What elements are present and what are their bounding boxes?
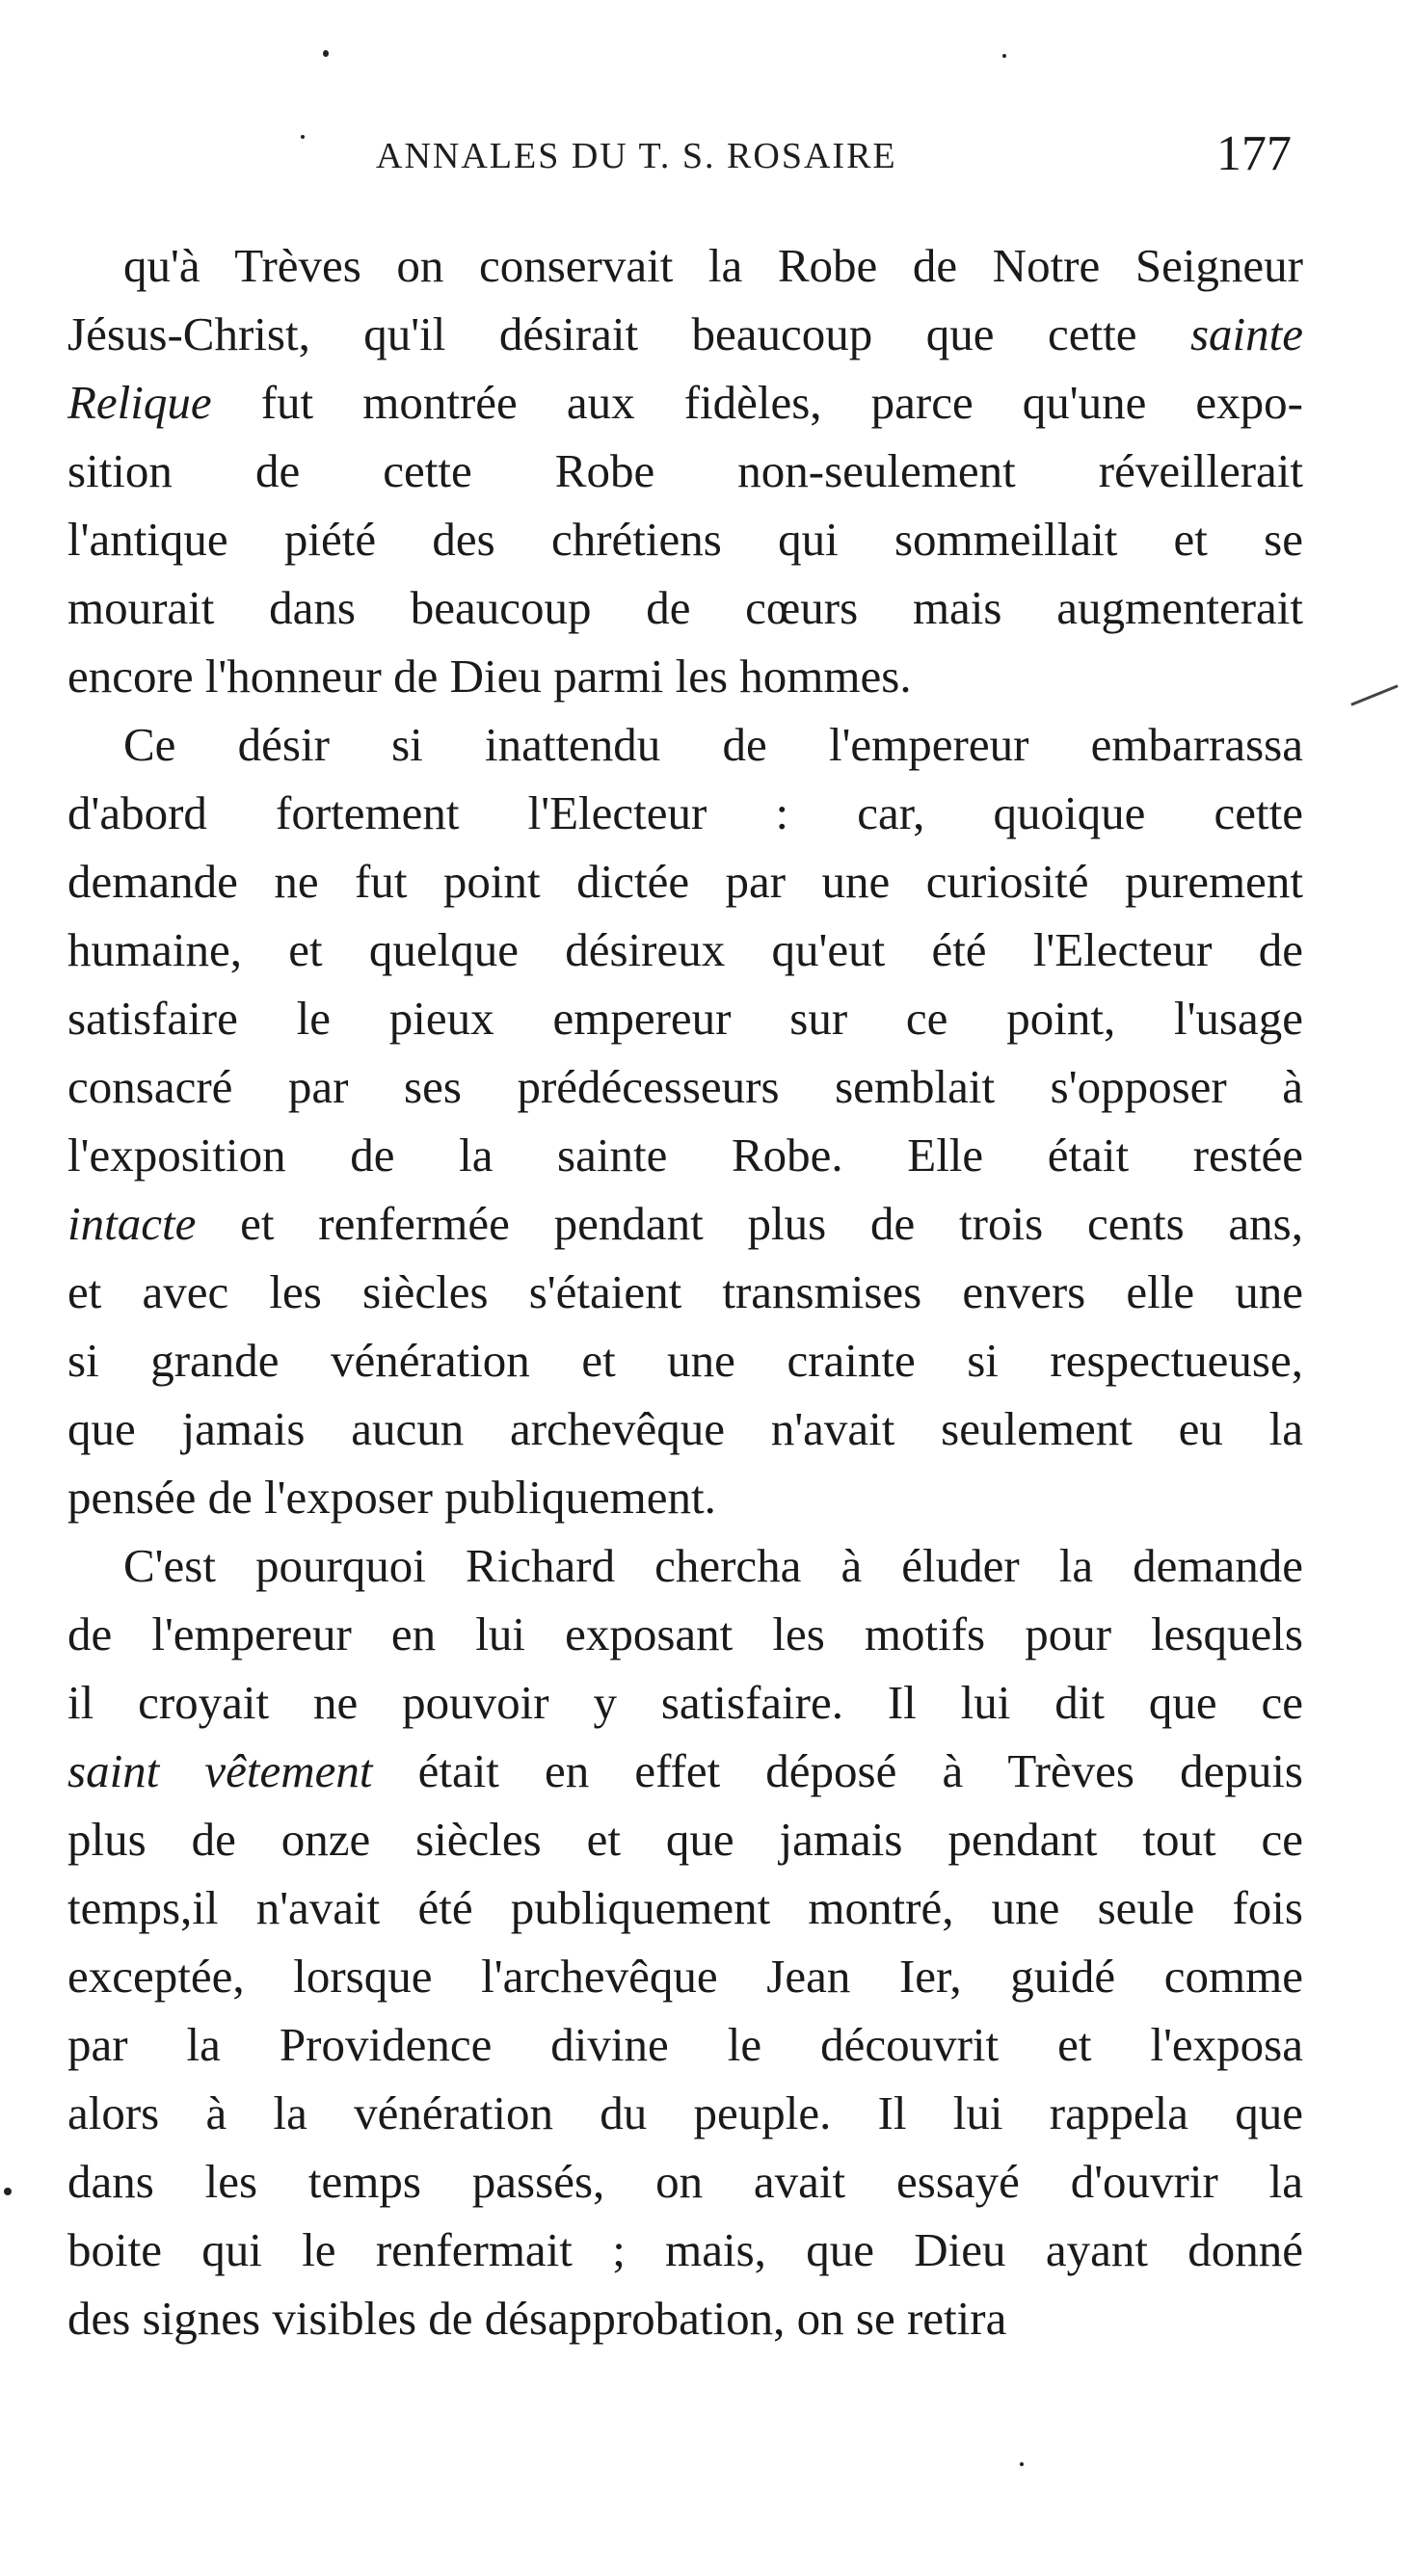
italic-text: sainte bbox=[1189, 307, 1303, 360]
text-line bbox=[67, 505, 1303, 573]
paragraph bbox=[67, 1531, 1303, 2352]
text-line bbox=[67, 1737, 1303, 1805]
text-line bbox=[67, 2010, 1303, 2079]
text-segment: encore l'honneur de Dieu parmi les hommes. bbox=[67, 650, 912, 703]
text-line bbox=[67, 1805, 1303, 1873]
text-line bbox=[67, 1189, 1303, 1258]
paragraph bbox=[67, 710, 1303, 1531]
text-segment: il croyait ne pouvoir y satisfaire. Il lui dit que ce bbox=[67, 1676, 1303, 1729]
text-segment: humaine, et quelque désireux qu'eut été l'Electeur de bbox=[67, 923, 1303, 976]
text-line bbox=[67, 2216, 1303, 2284]
text-line bbox=[67, 1121, 1303, 1189]
text-segment: pensée de l'exposer publiquement. bbox=[67, 1471, 716, 1524]
text-segment: sition de cette Robe non-seulement réveillerait bbox=[67, 444, 1303, 497]
text-segment: plus de onze siècles et que jamais pendant tout ce bbox=[67, 1813, 1303, 1866]
text-line bbox=[67, 1531, 1303, 1600]
text-segment: consacré par ses prédécesseurs semblait s'opposer à bbox=[67, 1060, 1303, 1113]
text-segment: de l'empereur en lui exposant les motifs pour lesquels bbox=[67, 1607, 1303, 1660]
running-head: ANNALES DU T. S. ROSAIRE bbox=[376, 136, 897, 176]
text-segment: que jamais aucun archevêque n'avait seulement eu la bbox=[67, 1402, 1303, 1455]
text-line bbox=[67, 231, 1303, 300]
text-line bbox=[67, 847, 1303, 916]
italic-text: saint vêtement bbox=[67, 1744, 373, 1797]
text-line bbox=[67, 2079, 1303, 2147]
text-segment: mourait dans beaucoup de cœurs mais augmenterait bbox=[67, 581, 1303, 634]
text-line bbox=[67, 573, 1303, 642]
margin-mark bbox=[1350, 684, 1398, 705]
text-line bbox=[67, 710, 1303, 779]
print-speck bbox=[1020, 2462, 1024, 2466]
text-segment: et renfermée pendant plus de trois cents ans, bbox=[196, 1197, 1303, 1250]
text-segment: et avec les siècles s'étaient transmises envers elle une bbox=[67, 1265, 1303, 1318]
text-line bbox=[67, 916, 1303, 984]
text-line bbox=[67, 1600, 1303, 1668]
print-speck bbox=[1002, 54, 1006, 58]
paragraph bbox=[67, 231, 1303, 710]
text-segment: fut montrée aux fidèles, parce qu'une expo- bbox=[211, 376, 1303, 429]
text-segment: l'antique piété des chrétiens qui sommeillait et se bbox=[67, 513, 1303, 566]
italic-text: Relique bbox=[67, 376, 212, 429]
print-speck bbox=[323, 50, 329, 57]
print-speck bbox=[4, 2188, 12, 2195]
text-segment: des signes visibles de désapprobation, on se retira bbox=[67, 2292, 1007, 2345]
page-number: 177 bbox=[1216, 126, 1292, 181]
text-segment: Jésus-Christ, qu'il désirait beaucoup que cette bbox=[67, 307, 1190, 360]
text-line bbox=[67, 1052, 1303, 1121]
text-line bbox=[67, 2284, 1303, 2352]
page-header bbox=[67, 125, 1292, 193]
text-segment: satisfaire le pieux empereur sur ce point, l'usage bbox=[67, 992, 1303, 1045]
print-speck bbox=[301, 135, 305, 139]
text-line bbox=[67, 2147, 1303, 2216]
text-line bbox=[67, 1463, 1303, 1531]
text-segment: d'abord fortement l'Electeur : car, quoique cette bbox=[67, 786, 1303, 839]
text-line bbox=[67, 368, 1303, 437]
text-segment: temps,il n'avait été publiquement montré, une seule fois bbox=[67, 1881, 1303, 1934]
text-segment: C'est pourquoi Richard chercha à éluder la demande bbox=[123, 1539, 1303, 1592]
text-segment: si grande vénération et une crainte si respectueuse, bbox=[67, 1334, 1303, 1387]
text-line bbox=[67, 984, 1303, 1052]
text-line bbox=[67, 437, 1303, 505]
text-segment: dans les temps passés, on avait essayé d'ouvrir la bbox=[67, 2155, 1303, 2208]
text-segment: était en effet déposé à Trèves depuis bbox=[372, 1744, 1304, 1797]
text-segment: qu'à Trèves on conservait la Robe de Notre Seigneur bbox=[123, 239, 1303, 292]
text-line bbox=[67, 1326, 1303, 1394]
text-segment: boite qui le renfermait ; mais, que Dieu ayant donné bbox=[67, 2223, 1303, 2276]
text-segment: exceptée, lorsque l'archevêque Jean Ier, guidé comme bbox=[67, 1950, 1303, 2003]
text-segment: l'exposition de la sainte Robe. Elle était restée bbox=[67, 1129, 1303, 1182]
text-segment: alors à la vénération du peuple. Il lui rappela que bbox=[67, 2086, 1303, 2139]
text-line bbox=[67, 642, 1303, 710]
text-line bbox=[67, 300, 1303, 368]
text-line bbox=[67, 779, 1303, 847]
italic-text: intacte bbox=[67, 1197, 197, 1250]
text-line bbox=[67, 1942, 1303, 2010]
text-segment: par la Providence divine le découvrit et l'exposa bbox=[67, 2018, 1303, 2071]
text-line bbox=[67, 1394, 1303, 1463]
text-line bbox=[67, 1668, 1303, 1737]
text-segment: Ce désir si inattendu de l'empereur embarrassa bbox=[123, 718, 1303, 771]
text-line bbox=[67, 1258, 1303, 1326]
text-line bbox=[67, 1873, 1303, 1942]
body-text bbox=[67, 231, 1303, 2352]
text-segment: demande ne fut point dictée par une curiosité purement bbox=[67, 855, 1303, 908]
